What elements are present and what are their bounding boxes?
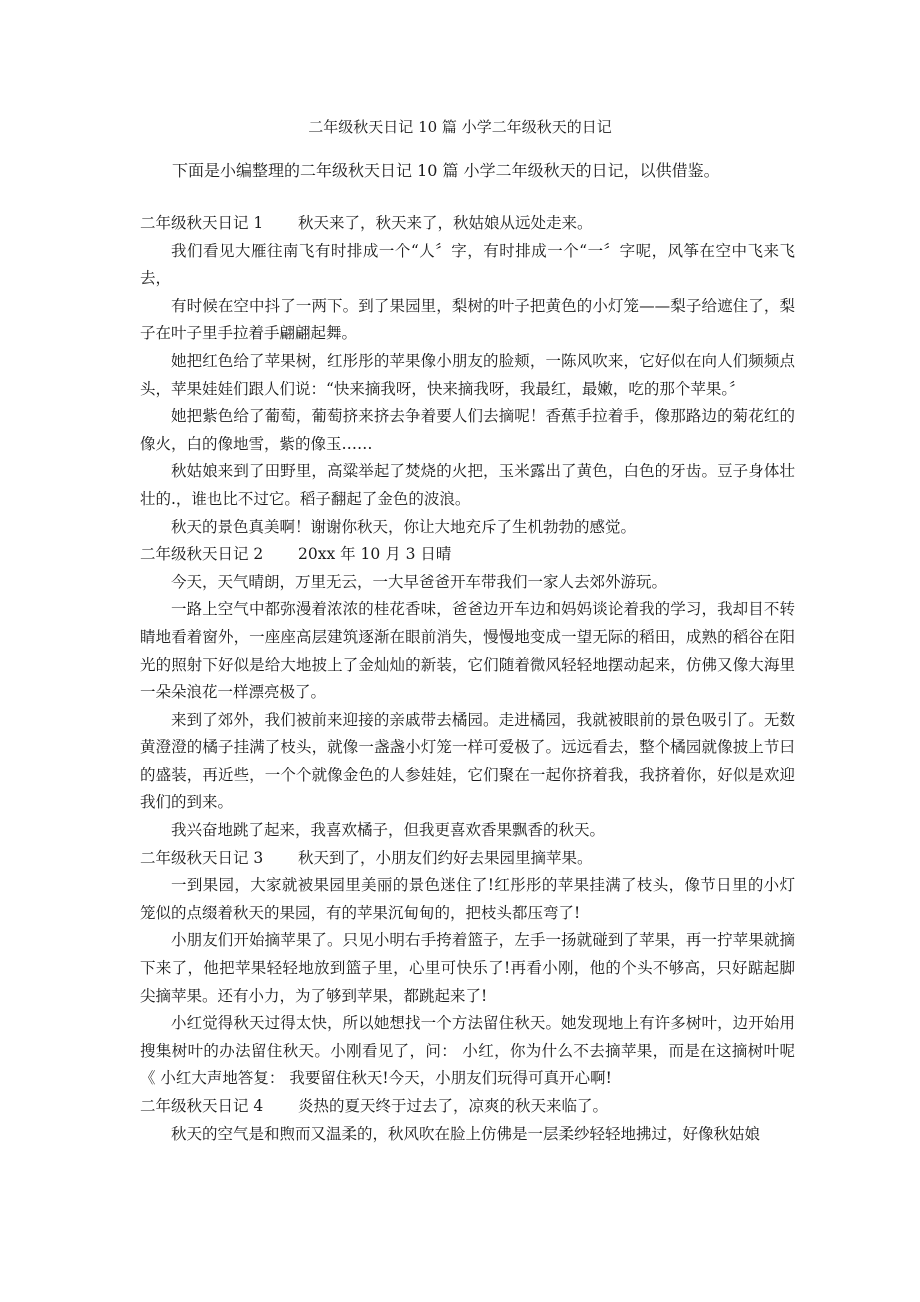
diary-label: 二年级秋天日记 1 bbox=[140, 214, 264, 232]
diary-heading bbox=[140, 845, 795, 873]
diary-label: 二年级秋天日记 4 bbox=[140, 1097, 264, 1115]
paragraph: 秋天的空气是和煦而又温柔的，秋风吹在脸上仿佛是一层柔纱轻轻地拂过，好像秋姑娘 bbox=[171, 1124, 761, 1143]
diary-headline: 20xx 年 10 月 3 日晴 bbox=[298, 545, 452, 564]
paragraph: 来到了郊外，我们被前来迎接的亲戚带去橘园。走进橘园，我就被眼前的景色吸引了。无数黄澄澄的橘子挂满了枝头，就像一盏盏小灯笼一样可爱极了。远远看去，整个橘园就像披上节曰的盛装，再近些，一个个就像金色的人参娃娃，它们聚在一起你挤着我，我挤着你，好似是欢迎我们的到来。 bbox=[140, 710, 795, 812]
diary-label: 二年级秋天日记 3 bbox=[140, 848, 264, 867]
paragraph: 她把紫色给了葡萄，葡萄挤来挤去争着要人们去摘呢！香蕉手拉着手，像那路边的菊花红的像火，白的像地雪，紫的像玉…… bbox=[140, 407, 795, 453]
paragraph: 秋姑娘来到了田野里，高粱举起了焚烧的火把，玉米露出了黄色，白色的牙齿。豆子身体壮壮的.，谁也比不过它。稻子翻起了金色的波浪。 bbox=[140, 462, 795, 508]
paragraph: 有时候在空中抖了一两下。到了果园里，梨树的叶子把黄色的小灯笼——梨子给遮住了，梨子在叶子里手拉着手翩翩起舞。 bbox=[140, 296, 795, 343]
paragraph: 秋天的景色真美啊！谢谢你秋天，你让大地充斥了生机勃勃的感觉。 bbox=[171, 517, 637, 536]
paragraph: 今天，天气晴朗，万里无云，一大早爸爸开车带我们一家人去郊外游玩。 bbox=[171, 572, 668, 591]
paragraph: 我们看见大雁往南飞有时排成一个“人〞字，有时排成一个“一〞字呢，风筝在空中飞来飞去， bbox=[140, 241, 795, 288]
diary-headline: 秋天来了，秋天来了，秋姑娘从远处走来。 bbox=[298, 214, 593, 232]
diary-heading bbox=[140, 1093, 795, 1121]
diary-headline: 秋天到了，小朋友们约好去果园里摘苹果。 bbox=[298, 848, 593, 867]
paragraph: 小朋友们开始摘苹果了。只见小明右手挎着篮子，左手一扬就碰到了苹果，再一拧苹果就摘下来了，他把苹果轻轻地放到篮子里，心里可快乐了!再看小刚，他的个头不够高，只好踮起脚尖摘苹果。还有小力，为了够到苹果，都跳起来了! bbox=[140, 931, 795, 1005]
document-body bbox=[140, 210, 795, 1148]
paragraph: 一路上空气中都弥漫着浓浓的桂花香味，爸爸边开车边和妈妈谈论着我的学习，我却目不转睛地看着窗外，一座座高层建筑逐渐在眼前消失，慢慢地变成一望无际的稻田，成熟的稻谷在阳光的照射下好似是给大地披上了金灿灿的新装，它们随着微风轻轻地摆动起来，仿佛又像大海里一朵朵浪花一样漂亮极了。 bbox=[140, 600, 795, 702]
document-title: 二年级秋天日记 10 篇 小学二年级秋天的日记 bbox=[308, 118, 612, 136]
diary-headline: 炎热的夏天终于过去了，凉爽的秋天来临了。 bbox=[298, 1097, 609, 1115]
paragraph: 我兴奋地跳了起来，我喜欢橘子，但我更喜欢香果飘香的秋天。 bbox=[171, 821, 606, 840]
paragraph: 一到果园，大家就被果园里美丽的景色迷住了!红彤彤的苹果挂满了枝头，像节日里的小灯笼似的点缀着秋天的果园，有的苹果沉甸甸的，把枝头都压弯了! bbox=[140, 876, 795, 922]
paragraph: 小红觉得秋天过得太快，所以她想找一个方法留住秋天。她发现地上有许多树叶，边开始用搜集树叶的办法留住秋天。小刚看见了，问： 小红，你为什么不去摘苹果，而是在这摘树叶呢《 小红大声地答复： 我要留住秋天!今天，小朋友们玩得可真开心啊! bbox=[140, 1014, 795, 1088]
intro-paragraph: 下面是小编整理的二年级秋天日记 10 篇 小学二年级秋天的日记，以供借鉴。 bbox=[172, 161, 720, 180]
diary-label: 二年级秋天日记 2 bbox=[140, 545, 264, 564]
diary-heading bbox=[140, 210, 795, 238]
paragraph: 她把红色给了苹果树，红彤彤的苹果像小朋友的脸颊，一陈风吹来，它好似在向人们频频点头，苹果娃娃们跟人们说：“快来摘我呀，快来摘我呀，我最红，最嫩，吃的那个苹果。〞 bbox=[140, 351, 795, 398]
diary-heading bbox=[140, 541, 795, 569]
